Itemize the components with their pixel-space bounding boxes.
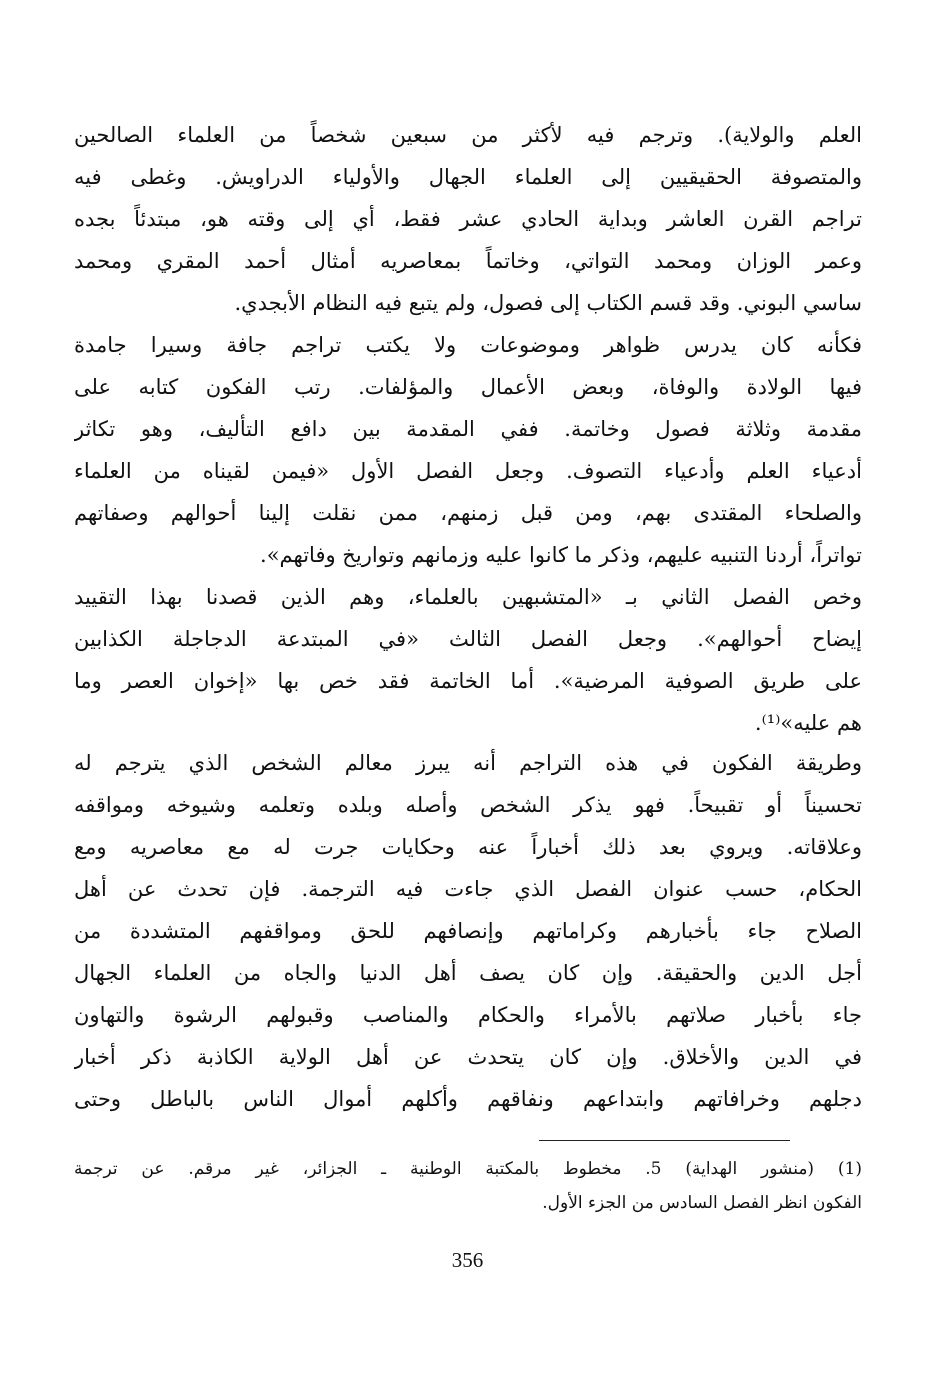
page-number: 356	[451, 1248, 484, 1272]
footnote-line: الفكون انظر الفصل السادس من الجزء الأول.	[542, 1193, 862, 1213]
body-paragraph-2	[74, 742, 862, 1120]
text-line: ساسي البوني. وقد قسم الكتاب إلى فصول، ولم يتبع فيه النظام الأبجدي.	[234, 291, 862, 315]
text-line: الصلاح جاء بأخبارهم وكراماتهم وإنصافهم للحق ومواقفهم المتشددة من	[74, 919, 862, 943]
footnote-line: (1) (منشور الهداية) 5. مخطوط بالمكتبة الوطنية ـ الجزائر، غير مرقم. عن ترجمة	[74, 1159, 862, 1179]
text-line: العلم والولاية). وترجم فيه لأكثر من سبعين شخصاً من العلماء الصالحين	[74, 123, 862, 147]
text-line: وطريقة الفكون في هذه التراجم أنه يبرز معالم الشخص الذي يترجم له	[74, 751, 862, 775]
text-line: الحكام، حسب عنوان الفصل الذي جاءت فيه الترجمة. فإن تحدث عن أهل	[74, 877, 862, 901]
text-line: هم عليه»⁽¹⁾.	[754, 711, 862, 735]
text-line: أجل الدين والحقيقة. وإن كان يصف أهل الدنيا والجاه من العلماء الجهال	[74, 961, 862, 985]
text-line: فيها الولادة والوفاة، وبعض الأعمال والمؤلفات. رتب الفكون كتابه على	[74, 375, 862, 399]
text-line: دجلهم وخرافاتهم وابتداعهم ونفاقهم وأكلهم أموال الناس بالباطل وحتى	[74, 1087, 862, 1111]
text-line: وعلاقاته. ويروي بعد ذلك أخباراً عنه وحكايات جرت له مع معاصريه ومع	[74, 835, 862, 859]
footnote-divider	[539, 1140, 790, 1141]
text-line: والمتصوفة الحقيقيين إلى العلماء الجهال والأولياء الدراويش. وغطى فيه	[74, 165, 862, 189]
text-line: في الدين والأخلاق. وإن كان يتحدث عن أهل الولاية الكاذبة ذكر أخبار	[74, 1045, 862, 1069]
body-paragraph-1	[74, 114, 862, 744]
text-line: تحسيناً أو تقبيحاً. فهو يذكر الشخص وأصله وبلده وتعلمه وشيوخه ومواقفه	[74, 793, 862, 817]
footnote	[74, 1152, 862, 1220]
text-line: إيضاح أحوالهم». وجعل الفصل الثالث «في المبتدعة الدجاجلة الكذابين	[74, 627, 862, 651]
text-line: والصلحاء المقتدى بهم، ومن قبل زمنهم، ممن نقلت إلينا أحوالهم وصفاتهم	[74, 501, 862, 525]
text-line: تراجم القرن العاشر وبداية الحادي عشر فقط، أي إلى وقته هو، مبتدئاً بجده	[74, 207, 862, 231]
text-line: على طريق الصوفية المرضية». أما الخاتمة فقد خص بها «إخوان العصر وما	[74, 669, 862, 693]
text-line: مقدمة وثلاثة فصول وخاتمة. ففي المقدمة بين دافع التأليف، وهو تكاثر	[74, 417, 862, 441]
text-line: تواتراً، أردنا التنبيه عليهم، وذكر ما كانوا عليه وزمانهم وتواريخ وفاتهم».	[260, 543, 862, 567]
text-line: وخص الفصل الثاني بـ «المتشبهين بالعلماء، وهم الذين قصدنا بهذا التقييد	[74, 585, 862, 609]
text-line: وعمر الوزان ومحمد التواتي، وخاتماً بمعاصريه أمثال أحمد المقري ومحمد	[74, 249, 862, 273]
text-line: جاء بأخبار صلاتهم بالأمراء والحكام والمناصب وقبولهم الرشوة والتهاون	[74, 1003, 862, 1027]
text-line: فكأنه كان يدرس ظواهر وموضوعات ولا يكتب تراجم جافة وسيرا جامدة	[74, 333, 862, 357]
text-line: أدعياء العلم وأدعياء التصوف. وجعل الفصل الأول «فيمن لقيناه من العلماء	[74, 459, 862, 483]
